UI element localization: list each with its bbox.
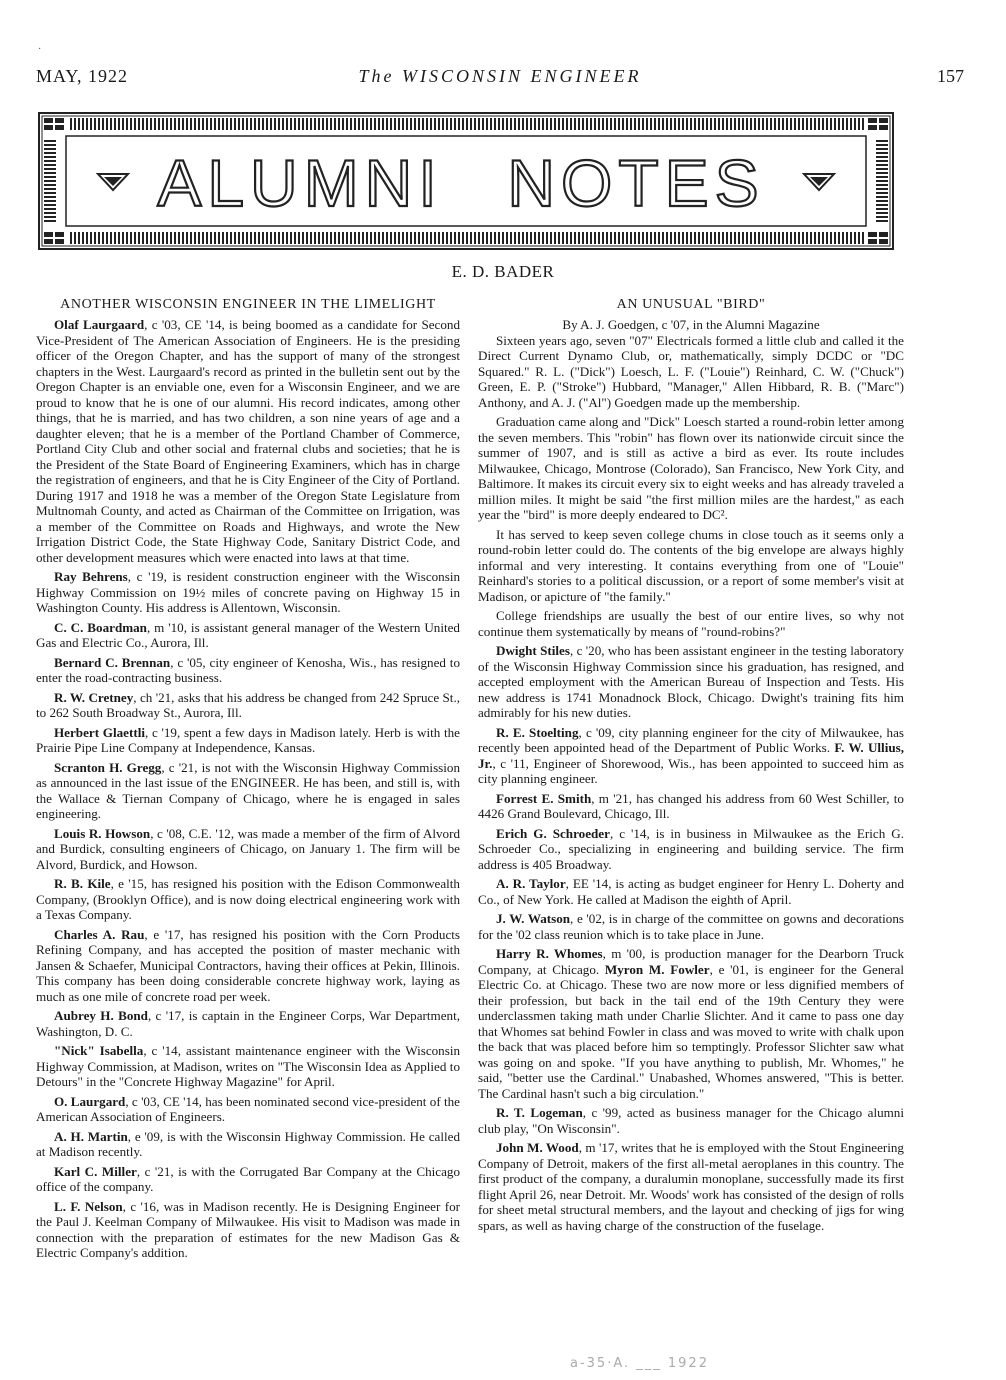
alumni-note	[478, 876, 904, 907]
article-heading-bird: AN UNUSUAL "BIRD"	[616, 297, 766, 312]
right-ornament-icon	[804, 174, 834, 190]
alumni-note	[478, 791, 904, 822]
note-text: , c '16, was in Madison recently. He is Designing Engineer for the Paul J. Keelman Company of Milwaukee. His visit to Madison was made in connection with the preparation of estimates for the new Madison Gas & Electric Company's addition.	[36, 1198, 460, 1260]
alumni-note	[36, 725, 460, 756]
handwritten-note: a-35·A. ___ 1922	[570, 1356, 709, 1371]
left-column	[36, 296, 460, 1265]
alumni-note	[36, 620, 460, 651]
left-ornament-icon	[98, 174, 128, 190]
note-text: , c '21, is not with the Wisconsin Highway Commission as announced in the last issue of the ENGINEER. He has been, and still is, with the Wallace & Tiernan Company of Chicago, where he is engaged in sales engineering.	[36, 759, 460, 821]
note-text: , e '02, is in charge of the committee on gowns and decorations for the '02 class reunion which is to take place in June.	[478, 911, 904, 942]
note-text: , m '17, writes that he is employed with the Stout Engineering Company of Detroit, makers of the first all-metal aeroplanes in this country. The first product of the company, a duralumin monoplane, successfully made its first flight April 26, near Detroit. Mr. Woods' work has consisted of the design of rolls for sheet metal structural members, and the layout and checking of jigs for wing spars, as well as having charge of the construction of the fuselage.	[478, 1140, 904, 1233]
note-text: , c '03, CE '14, is being boomed as a candidate for Second Vice-President of The American Association of Engineers. He is the presiding officer of the Oregon Chapter, and has the support of many of the strongest chapters in the West. Laurgaard's record as printed in the bulletin sent out by the Oregon Chapter is an enviable one, even for a Wisconsin Engineer, and we are proud to know that he is one of our alumni. His record indicates, among other things, that he is married, and has two children, a son nine years of age and a daughter eleven; that he is a member of the Portland Chamber of Commerce, Portland City Club and other social and fraternal clubs and societies; that he is the President of the State Board of Engineering Examiners, which has in charge the registration of engineers, and that he is City Engineer of the City of Portland. During 1917 and 1918 he was a member of the Oregon State Legislature from Multnomah County, and acted as Chairman of the Committee on Irrigation, was a member of the Committee on Roads and Highways, and wrote the New Irrigation District Code, the State Highway Code, Sanitary District Code, and other development measures which were enacted into laws at that time.	[36, 317, 460, 565]
alumnus-name: Aubrey H. Bond	[54, 1008, 148, 1023]
note-text: , ch '21, asks that his address be changed from 242 Spruce St., to 262 South Broadway St., Aurora, Ill.	[36, 689, 460, 720]
alumni-note	[36, 569, 460, 616]
article-heading-limelight: ANOTHER WISCONSIN ENGINEER IN THE LIMELIGHT	[60, 297, 436, 312]
alumni-note	[478, 1140, 904, 1233]
running-head	[36, 66, 964, 92]
alumni-note	[36, 826, 460, 873]
note-text: , m '21, has changed his address from 60 West Schiller, to 4426 Grand Boulevard, Chicago, Ill.	[478, 790, 904, 821]
note-text: , m '00, is production manager for the Dearborn Truck Company, at Chicago.	[478, 946, 904, 977]
alumnus-name: R. T. Logeman	[496, 1105, 583, 1120]
note-text: , c '17, is captain in the Engineer Corps, War Department, Washington, D. C.	[36, 1008, 460, 1039]
note-text: , c '99, acted as business manager for the Chicago alumni club play, "On Wisconsin".	[478, 1105, 904, 1136]
alumni-note	[478, 826, 904, 873]
alumnus-name: R. E. Stoelting	[496, 724, 579, 740]
alumnus-name: O. Laurgard	[54, 1093, 126, 1109]
alumnus-name: Charles A. Rau	[54, 926, 145, 942]
alumnus-name: "Nick" Isabella	[54, 1043, 144, 1058]
alumni-note	[36, 655, 460, 686]
alumnus-name: Scranton H. Gregg	[54, 759, 162, 775]
alumni-note	[478, 725, 904, 787]
note-text: , c '20, who has been assistant engineer in the testing laboratory of the Wisconsin Highway Commission since his graduation, has resigned, and accepted employment with the American Bureau of Inspection and Tests. His new address is 1741 Monadnock Block, Chicago. Dwight's training fits him admirably for his new duties.	[478, 643, 905, 720]
note-text: , c '14, is in business in Milwaukee as the Erich G. Schroeder Co., specializing in engineering and building service. The firm address is 405 Broadway.	[478, 825, 904, 872]
alumnus-name: Olaf Laurgaard	[54, 317, 145, 332]
alumnus-name: A. R. Taylor	[496, 876, 566, 891]
note-text: , c '09, city planning engineer for the city of Milwaukee, has recently been appointed head of the Department of Public Works.	[478, 724, 904, 755]
note-text: , e '01, is engineer for the General Electric Co. at Chicago. These two are now more or less dignified members of their profession, but back in the tail end of the 19th Century they were underclassmen taking math under Charlie Slichter. And it came to pass one day that Whomes sat behind Fowler in class and was moved to write with chalk upon the back that was placed before him so temptingly. Professor Slichter saw what was going on and spoke. "If you have anything to publish, Mr. Whomes," he said, "better use the Cardinal." Unabashed, Whomes answered, "This is better. The Cardinal hasn't such a big circulation."	[478, 961, 904, 1101]
alumnus-name: J. W. Watson	[496, 911, 571, 926]
alumni-note	[36, 1199, 460, 1261]
alumnus-name: Ray Behrens	[54, 569, 128, 584]
note-text: , c '05, city engineer of Kenosha, Wis., has resigned to enter the road-contracting business.	[36, 654, 460, 685]
alumni-note	[36, 1043, 460, 1090]
note-text: , c '14, assistant maintenance engineer with the Wisconsin Highway Commission, at Madison, writes on "The Wisconsin Idea as Applied to Detours" in the "Concrete Highway Magazine" for April.	[36, 1043, 460, 1089]
story-paragraph: College friendships are usually the best of our entire lives, so why not continue them systematically by means of "round-robins?"	[478, 608, 904, 639]
story-paragraph: Graduation came along and "Dick" Loesch started a round-robin letter among the seven members. This "robin" has flown over its nationwide circuit since the summer of 1907, and is still as active a bird as ever. Its route includes Milwaukee, Chicago, Montrose (Colorado), San Francisco, New York City, and Baltimore. It makes its circuit every six to eight weeks and has already traveled a million miles. It might be said "the first million miles are the hardest," as each year the "bird" is more deeply endeared to DC².	[478, 414, 904, 522]
note-text: , e '15, has resigned his position with the Edison Commonwealth Company, (Brooklyn Office), and is now doing electrical engineering work with a Texas Company.	[36, 876, 460, 922]
alumni-note	[478, 1105, 904, 1136]
page-speck: ·	[38, 44, 42, 55]
note-text: , c '19, spent a few days in Madison lately. Herb is with the Prairie Pipe Line Company at Independence, Kansas.	[36, 724, 460, 755]
alumni-note	[36, 1008, 460, 1039]
note-text: , EE '14, is acting as budget engineer for Henry L. Doherty and Co., of New York. He called at Madison the eighth of April.	[478, 876, 904, 907]
right-column	[478, 296, 904, 1237]
alumnus-name: John M. Wood	[496, 1140, 579, 1155]
alumni-note	[36, 1129, 460, 1160]
page-number: 157	[937, 66, 964, 86]
story-paragraph: It has served to keep seven college chums in close touch as it seems only a round-robin letter could do. The contents of the big envelope are always highly informal and very interesting. It contains everything from one of "Louie" Reinhard's stories to a political discussion, or a report of some member's visit at Madison, or apicture of "the family."	[478, 526, 904, 604]
note-text: , e '09, is with the Wisconsin Highway Commission. He called at Madison recently.	[36, 1128, 460, 1159]
alumni-note	[36, 690, 460, 721]
alumnus-name: Forrest E. Smith	[496, 790, 592, 806]
story-paragraph: Sixteen years ago, seven "07" Electricals formed a little club and called it the Direct Current Dynamo Club, or, mathematically, simply DCDC or "DC Squared." R. L. ("Dick") Loesch, L. F. ("Louie") Reinhard, C. W. ("Chuck") Green, E. P. ("Stroke") Hubbard, "Manager," Allen Hibbard, R. B. ("Marc") Anthony, and A. J. ("Al") Goedgen made up the membership.	[478, 332, 904, 410]
alumni-note	[478, 643, 904, 721]
alumni-note	[478, 911, 904, 942]
alumnus-name: L. F. Nelson	[54, 1198, 123, 1214]
alumnus-name: Erich G. Schroeder	[496, 825, 610, 841]
alumnus-name: F. W. Ullius, Jr.	[478, 740, 904, 771]
alumnus-name: Harry R. Whomes	[496, 946, 603, 961]
alumni-note	[478, 946, 904, 1101]
alumnus-name: R. B. Kile	[54, 876, 111, 891]
alumnus-name: R. W. Cretney	[54, 689, 134, 705]
alumnus-name: Myron M. Fowler	[604, 961, 710, 977]
alumni-note	[36, 1164, 460, 1195]
note-text: , c '21, is with the Corrugated Bar Company at the Chicago office of the company.	[36, 1163, 461, 1194]
banner-word-notes: NOTES	[507, 146, 765, 220]
alumni-note	[36, 760, 460, 822]
alumnus-name: Karl C. Miller	[54, 1163, 137, 1179]
note-text: , c '08, C.E. '12, was made a member of the firm of Alvord and Burdick, consulting engineers of Chicago, on January 1. The firm will be Alvord, Burdick, and Howson.	[36, 825, 461, 872]
alumni-note	[36, 876, 460, 923]
left-notes-list	[36, 317, 460, 1261]
alumni-note	[36, 1094, 460, 1125]
note-text: , c '11, Engineer of Shorewood, Wis., has been appointed to succeed him as city planning engineer.	[478, 755, 904, 786]
alumnus-name: A. H. Martin	[54, 1128, 128, 1144]
right-notes-list	[478, 643, 904, 1233]
alumni-note	[36, 927, 460, 1005]
bird-story	[478, 333, 904, 640]
alumni-note	[36, 317, 460, 565]
article-byline: By A. J. Goedgen, c '07, in the Alumni Magazine	[562, 317, 820, 332]
note-text: , m '10, is assistant general manager of the Western United Gas and Electric Co., Aurora, Ill.	[36, 619, 460, 650]
alumnus-name: C. C. Boardman	[54, 619, 147, 635]
issue-date: MAY, 1922	[36, 66, 129, 86]
note-text: , c '19, is resident construction engineer with the Wisconsin Highway Commission on 19½ miles of concrete paving on Highway 15 in Washington County. His address is Allentown, Wisconsin.	[36, 569, 461, 615]
section-editor: E. D. BADER	[451, 262, 555, 281]
note-text: , e '17, has resigned his position with the Corn Products Refining Company, and has accepted the position of master mechanic with Jansen & Schaefer, Municipal Contractors, having their offices at Pekin, Illinois. This company has been doing considerable concrete highway work, laying as much as one mile of concrete road per week.	[36, 926, 461, 1004]
alumnus-name: Herbert Glaettli	[54, 724, 145, 740]
note-text: , c '03, CE '14, has been nominated second vice-president of the American Association of Engineers.	[36, 1093, 460, 1124]
alumnus-name: Louis R. Howson	[54, 825, 151, 841]
alumni-notes-banner	[38, 112, 894, 250]
alumnus-name: Bernard C. Brennan	[54, 654, 171, 670]
journal-title: The WISCONSIN ENGINEER	[358, 66, 642, 86]
banner-word-alumni: ALUMNI	[157, 146, 443, 220]
alumnus-name: Dwight Stiles	[496, 643, 570, 658]
